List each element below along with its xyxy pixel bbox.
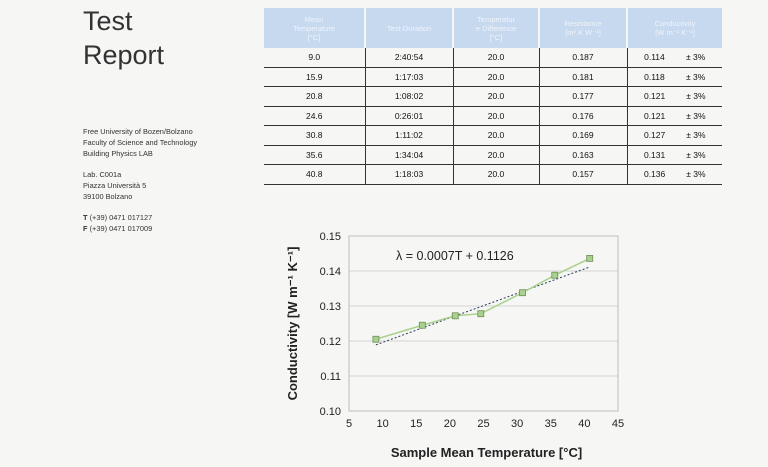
x-tick-label: 15 [410, 418, 423, 430]
x-tick-label: 10 [376, 418, 389, 430]
table-cell: 20.0 [453, 145, 539, 165]
conductivity-cell [627, 145, 722, 165]
phone-line: T (+39) 0471 017127 [83, 213, 153, 222]
conductivity-value: 0.131 [643, 149, 666, 160]
table-cell: 35.6 [264, 145, 365, 165]
x-tick-label: 25 [477, 418, 490, 430]
table-cell: 1:17:03 [365, 67, 453, 87]
column-header-line: [°C] [489, 32, 503, 42]
table-cell: 20.0 [453, 48, 539, 67]
table-cell: 20.0 [453, 87, 539, 107]
x-tick-label: 40 [578, 418, 591, 430]
address-line: Lab. C001a [83, 170, 122, 179]
data-point [552, 272, 558, 278]
fax-line: F (+39) 0471 017009 [83, 224, 153, 233]
column-header [365, 8, 453, 48]
table-cell: 0.163 [539, 145, 627, 165]
address-line: Free University of Bozen/Bolzano [83, 127, 193, 136]
data-point [520, 290, 526, 296]
uncertainty-value: ± 3% [686, 169, 706, 180]
conductivity-value: 0.118 [644, 71, 665, 82]
uncertainty-value: ± 3% [686, 110, 706, 121]
table-cell: 24.6 [264, 106, 365, 126]
conductivity-value: 0.127 [643, 130, 666, 141]
conductivity-cell [627, 87, 722, 107]
table-cell: 20.0 [453, 126, 539, 146]
results-table [264, 8, 722, 185]
trendline-equation: λ = 0.0007T + 0.1126 [396, 249, 514, 263]
table-row [264, 126, 722, 146]
report-title-line1: Test [83, 6, 133, 36]
column-header-line: Conductivity [654, 19, 696, 28]
conductivity-value: 0.136 [643, 169, 666, 180]
table-cell: 15.9 [264, 67, 365, 87]
uncertainty-value: ± 3% [686, 130, 706, 141]
table-row [264, 106, 722, 126]
address-line: 39100 Bolzano [83, 192, 133, 201]
table-cell: 40.8 [264, 165, 365, 185]
x-tick-label: 30 [511, 418, 524, 430]
table-cell: 0.169 [539, 126, 627, 146]
y-tick-label: 0.12 [319, 336, 341, 348]
report-title-line2: Report [83, 40, 165, 70]
conductivity-value: 0.114 [644, 52, 665, 63]
conductivity-cell [627, 126, 722, 146]
uncertainty-value: ± 3% [686, 91, 706, 102]
column-header-line: [W m⁻¹ K⁻¹] [655, 28, 695, 37]
address-line: Building Physics LAB [83, 149, 153, 158]
column-header [539, 8, 627, 48]
table-cell: 0:26:01 [365, 106, 453, 126]
table-body [264, 48, 722, 184]
conductivity-cell [627, 48, 722, 67]
table-cell: 0.187 [539, 48, 627, 67]
uncertainty-value: ± 3% [686, 149, 706, 160]
table-header-row [264, 8, 722, 48]
data-point [419, 322, 425, 328]
x-axis-label: Sample Mean Temperature [°C] [390, 445, 583, 460]
column-header-line: Temperatur [477, 14, 515, 24]
table-cell: 20.0 [453, 106, 539, 126]
y-tick-label: 0.15 [319, 231, 341, 243]
table-cell: 2:40:54 [365, 48, 453, 67]
column-header-line: [°C] [307, 32, 321, 42]
report-title [83, 4, 164, 72]
conductivity-cell [627, 106, 722, 126]
x-tick-label: 5 [345, 418, 353, 430]
conductivity-value: 0.121 [643, 91, 666, 102]
column-header [453, 8, 539, 48]
data-point [587, 255, 593, 261]
table-row [264, 67, 722, 87]
table-row [264, 48, 722, 67]
table-cell: 20.0 [453, 67, 539, 87]
table-row [264, 165, 722, 185]
column-header [264, 8, 365, 48]
table-cell: 0.181 [539, 67, 627, 87]
table-cell: 0.177 [539, 87, 627, 107]
conductivity-chart [270, 220, 640, 467]
table-cell: 20.0 [453, 165, 539, 185]
address-line: Piazza Università 5 [83, 181, 147, 190]
column-header-line: Mean [304, 14, 324, 24]
table-cell: 1:08:02 [365, 87, 453, 107]
x-tick-label: 45 [611, 418, 625, 430]
table-cell: 9.0 [264, 48, 365, 67]
column-header-line: Resistance [564, 19, 602, 28]
data-point [452, 313, 458, 319]
lab-address [83, 126, 197, 234]
uncertainty-value: ± 3% [686, 52, 706, 63]
column-header-line: e Difference [475, 23, 517, 33]
table-cell: 1:34:04 [365, 145, 453, 165]
table-row [264, 145, 722, 165]
x-tick-label: 20 [443, 418, 456, 430]
column-header [627, 8, 722, 48]
conductivity-cell [627, 165, 722, 185]
column-header-line: Test Duration [386, 23, 432, 33]
y-tick-label: 0.14 [319, 266, 341, 278]
column-header-line: Temperature [292, 23, 336, 33]
data-point [373, 336, 379, 342]
conductivity-value: 0.121 [643, 110, 666, 121]
address-line: Faculty of Science and Technology [83, 138, 198, 147]
data-point [478, 311, 484, 317]
uncertainty-value: ± 3% [686, 71, 706, 82]
table-cell: 1:11:02 [365, 126, 453, 146]
y-tick-label: 0.11 [320, 371, 341, 383]
table-cell: 0.157 [539, 165, 627, 185]
table-cell: 0.176 [539, 106, 627, 126]
x-tick-label: 35 [544, 418, 557, 430]
y-axis-label: Conductivity [W m⁻¹ K⁻¹] [285, 246, 300, 401]
conductivity-cell [627, 67, 722, 87]
table-cell: 30.8 [264, 126, 365, 146]
table-cell: 20.8 [264, 87, 365, 107]
table-row [264, 87, 722, 107]
y-tick-label: 0.13 [319, 301, 341, 313]
column-header-line: [m² K W⁻¹] [565, 28, 601, 37]
y-tick-label: 0.10 [319, 406, 341, 418]
table-cell: 1:18:03 [365, 165, 453, 185]
